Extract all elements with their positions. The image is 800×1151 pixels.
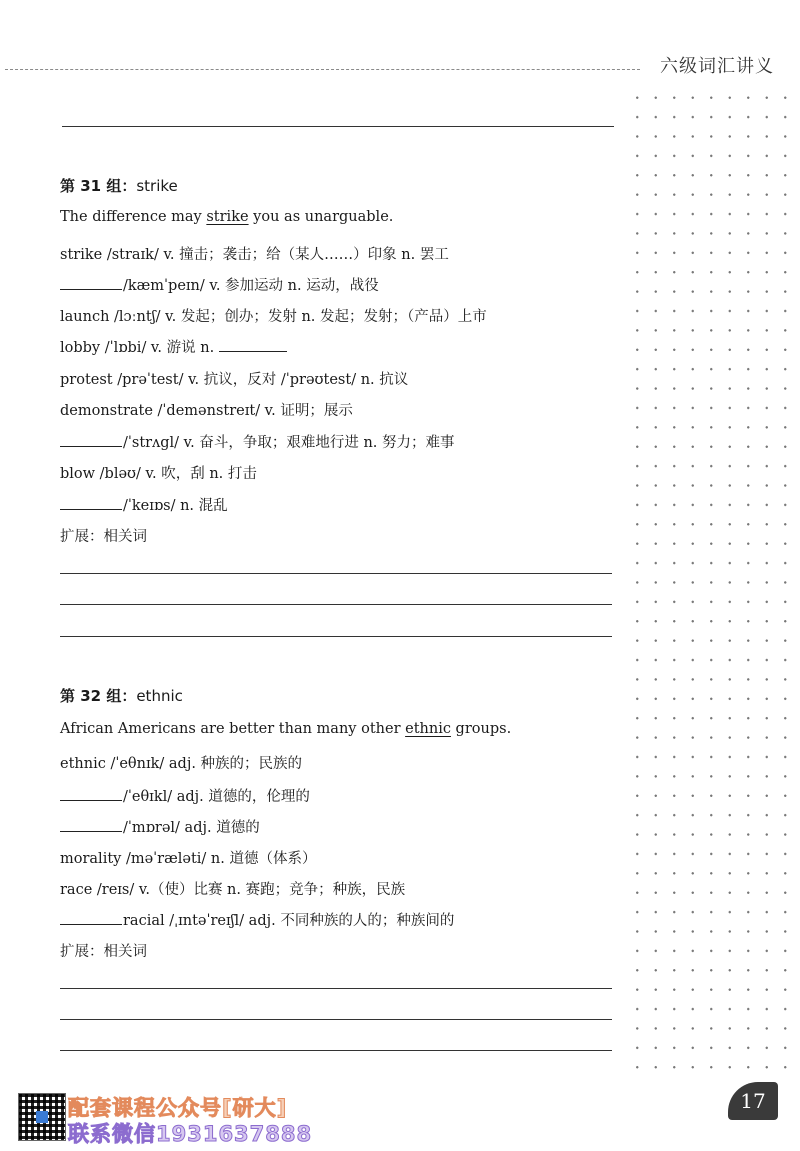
entry-demonstrate: demonstrate /ˈdemənstreɪt/ v. 证明；展示 xyxy=(60,403,353,419)
answer-line xyxy=(60,1050,612,1051)
watermark-line-2: 联系微信1931637888 xyxy=(68,1122,313,1146)
keyword: strike xyxy=(206,209,249,225)
answer-line xyxy=(62,126,614,127)
entry-blow: blow /bləʊ/ v. 吹，刮 n. 打击 xyxy=(60,466,257,482)
entry-launch: launch /lɔːntʃ/ v. 发起；创办；发射 n. 发起；发射；（产品）上市 xyxy=(60,309,487,325)
fill-in-blank[interactable] xyxy=(60,910,122,925)
entry-race: race /reɪs/ v.（使）比赛 n. 赛跑；竞争；种族，民族 xyxy=(60,882,406,898)
entry-interracial-blank: racial /ˌɪntəˈreɪʃl/ adj. 不同种族的人的；种族间的 xyxy=(60,909,454,930)
entry-protest: protest /prəˈtest/ v. 抗议，反对 /ˈprəʊtest/ n. 抗议 xyxy=(60,372,409,388)
header-rule xyxy=(5,69,640,70)
entry-chaos-blank: /ˈkeɪɒs/ n. 混乱 xyxy=(60,494,228,515)
group-31-example-sentence: The difference may strike you as unarguable. xyxy=(60,209,394,225)
entry-morality: morality /məˈræləti/ n. 道德（体系） xyxy=(60,851,317,867)
entry-campaign-blank: /kæmˈpeɪn/ v. 参加运动 n. 运动，战役 xyxy=(60,274,379,295)
answer-line xyxy=(60,604,612,605)
fill-in-blank[interactable] xyxy=(60,817,122,832)
page-number: 17 xyxy=(740,1089,766,1113)
group-31-title: 第 31 组：strike xyxy=(60,177,178,195)
entry-strike: strike /straɪk/ v. 撞击；袭击；给（某人……）印象 n. 罢工 xyxy=(60,247,449,263)
entry-ethnic: ethnic /ˈeθnɪk/ adj. 种族的；民族的 xyxy=(60,756,303,772)
entry-moral-blank: /ˈmɒrəl/ adj. 道德的 xyxy=(60,816,260,837)
fill-in-blank[interactable] xyxy=(60,275,122,290)
entry-struggle-blank: /ˈstrʌgl/ v. 奋斗，争取；艰难地行进 n. 努力；难事 xyxy=(60,431,455,452)
page-header-title: 六级词汇讲义 xyxy=(660,56,774,77)
group-32-example-sentence: African Americans are better than many other ethnic groups. xyxy=(60,721,512,737)
answer-line xyxy=(60,988,612,989)
fill-in-blank[interactable] xyxy=(60,432,122,447)
keyword: ethnic xyxy=(405,721,451,737)
dot-grid-notes-area xyxy=(628,88,788,1073)
entry-lobby: lobby /ˈlɒbi/ v. 游说 n. xyxy=(60,336,288,357)
group-32-title: 第 32 组：ethnic xyxy=(60,687,183,705)
page-number-badge xyxy=(728,1082,778,1120)
fill-in-blank[interactable] xyxy=(60,786,122,801)
answer-line xyxy=(60,636,612,637)
group-32-extension-label: 扩展：相关词 xyxy=(60,944,147,960)
qr-code-image xyxy=(18,1093,66,1141)
answer-line xyxy=(60,573,612,574)
group-31-extension-label: 扩展：相关词 xyxy=(60,529,147,545)
answer-line xyxy=(60,1019,612,1020)
entry-ethical-blank: /ˈeθɪkl/ adj. 道德的，伦理的 xyxy=(60,785,310,806)
fill-in-blank[interactable] xyxy=(219,337,287,352)
watermark-line-1: 配套课程公众号[研大] xyxy=(68,1096,288,1120)
fill-in-blank[interactable] xyxy=(60,495,122,510)
